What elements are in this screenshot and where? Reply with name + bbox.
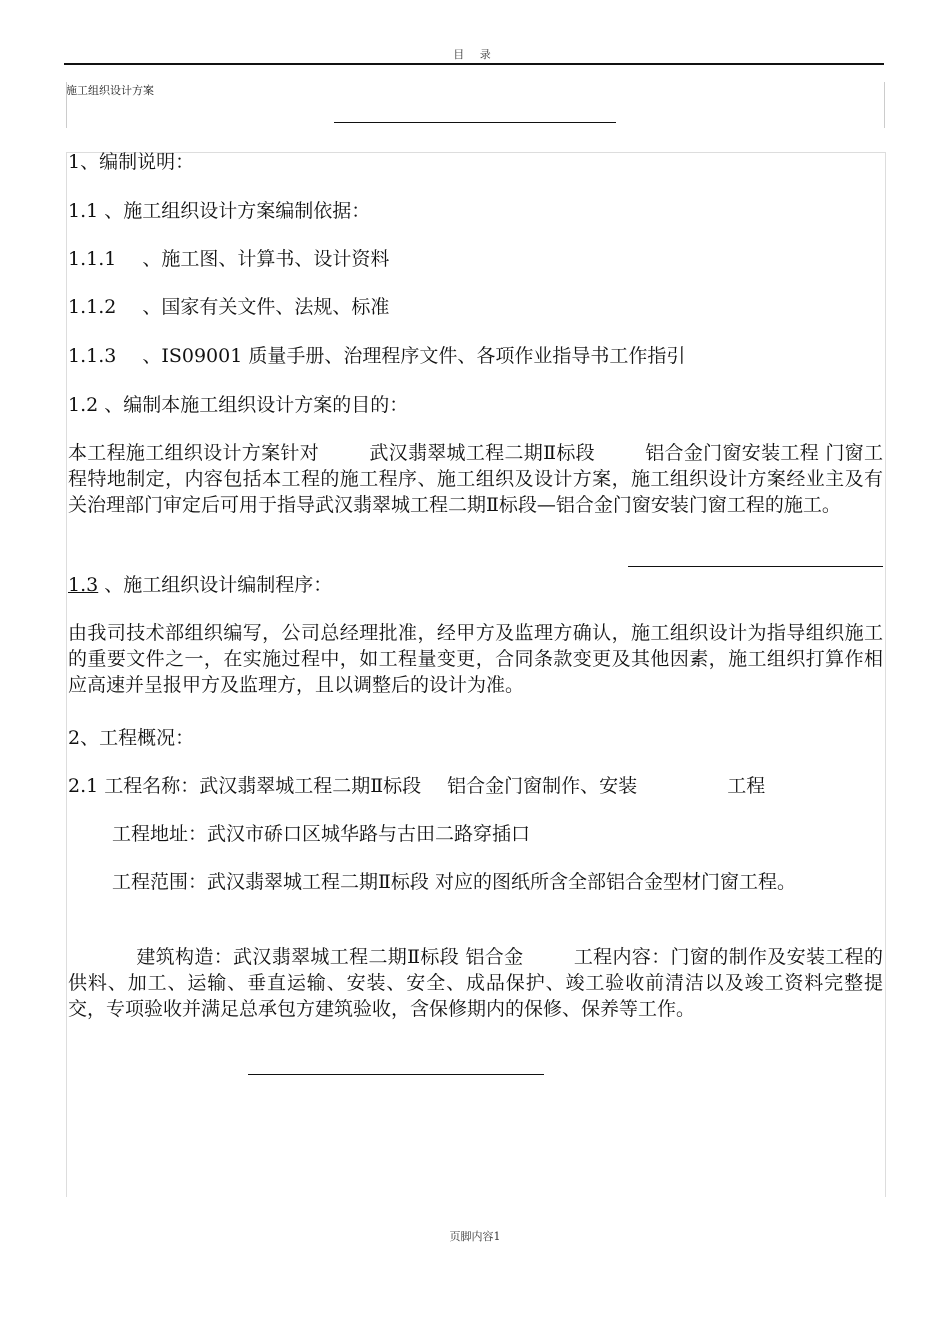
- section-number: 1.3: [68, 574, 99, 596]
- section-text: 、IS09001 质量手册、治理程序文件、各项作业指导书工作指引: [142, 345, 686, 367]
- construction-text-b: 工程内容：门窗的制作及安装工程的供料、加工、运输、垂直运输、安装、安全、成品保护、竣工验收前清洁以及竣工资料完整提交，专项验收并满足总承包方建筑验收，含保修期内的保修、保养等工作。: [68, 946, 883, 1020]
- section-1-1-heading: 1.1 、施工组织设计方案编制依据：: [68, 200, 371, 222]
- project-name-b: 铝合金门窗制作、安装: [447, 775, 638, 797]
- purpose-text-c: 铝合金门窗安装工程 门窗工程特地制定，内容包括本工程的施工程序、施工组织及设计方案，施工组织设计方案经业主及有关治理部门审定后可用于指导武汉翡翠城工程二期Ⅱ标段—铝合金门窗安装门窗工程的施工。: [68, 442, 883, 516]
- section-1-heading: 1、编制说明：: [68, 151, 195, 173]
- frame-line-right: [884, 82, 885, 128]
- project-name-c: 工程: [727, 775, 766, 797]
- section-number: 1.1.1: [68, 248, 117, 270]
- purpose-text-a: 本工程施工组织设计方案针对: [68, 442, 320, 464]
- header-title: 目 录: [453, 48, 497, 61]
- section-1-3-heading: [68, 572, 332, 598]
- separator-rule: [628, 566, 883, 567]
- header-underline: [334, 122, 616, 123]
- section-1-2-heading: 1.2 、编制本施工组织设计方案的目的：: [68, 394, 409, 416]
- purpose-paragraph: [68, 440, 883, 518]
- project-name-a: 2.1 工程名称：武汉翡翠城工程二期Ⅱ标段: [68, 775, 422, 797]
- process-paragraph: 由我司技术部组织编写，公司总经理批准，经甲方及监理方确认，施工组织设计为指导组织施工的重要文件之一，在实施过程中，如工程量变更，合同条款变更及其他因素，施工组织打算作相应高速并呈报甲方及监理方，且以调整后的设计为准。: [68, 622, 883, 696]
- construction-paragraph: [68, 944, 883, 1022]
- section-text: 、施工组织设计编制程序：: [98, 574, 333, 596]
- section-1-1-3: [68, 343, 685, 369]
- project-name-line: [68, 773, 765, 799]
- purpose-text-b: 武汉翡翠城工程二期Ⅱ标段: [369, 442, 595, 464]
- section-1-1-1: [68, 246, 389, 272]
- project-address-line: [68, 821, 530, 847]
- header-rule: [64, 63, 884, 65]
- project-address: 工程地址：武汉市硚口区城华路与古田二路穿插口: [112, 823, 531, 845]
- section-number: 1.1.2: [68, 296, 117, 318]
- end-separator-rule: [248, 1074, 544, 1075]
- construction-text-a: 建筑构造：武汉翡翠城工程二期Ⅱ标段 铝合金: [136, 946, 524, 968]
- section-2-heading: 2、工程概况：: [68, 727, 195, 749]
- frame-line-left: [66, 82, 67, 128]
- section-1-1-2: [68, 294, 389, 320]
- project-scope: 工程范围：武汉翡翠城工程二期Ⅱ标段 对应的图纸所含全部铝合金型材门窗工程。: [112, 871, 796, 893]
- section-text: 、施工图、计算书、设计资料: [142, 248, 390, 270]
- project-scope-paragraph: [68, 869, 883, 895]
- section-text: 、国家有关文件、法规、标准: [142, 296, 390, 318]
- document-name: 施工组织设计方案: [66, 84, 154, 97]
- page-footer: 页脚内容1: [449, 1230, 501, 1243]
- section-number: 1.1.3: [68, 345, 117, 367]
